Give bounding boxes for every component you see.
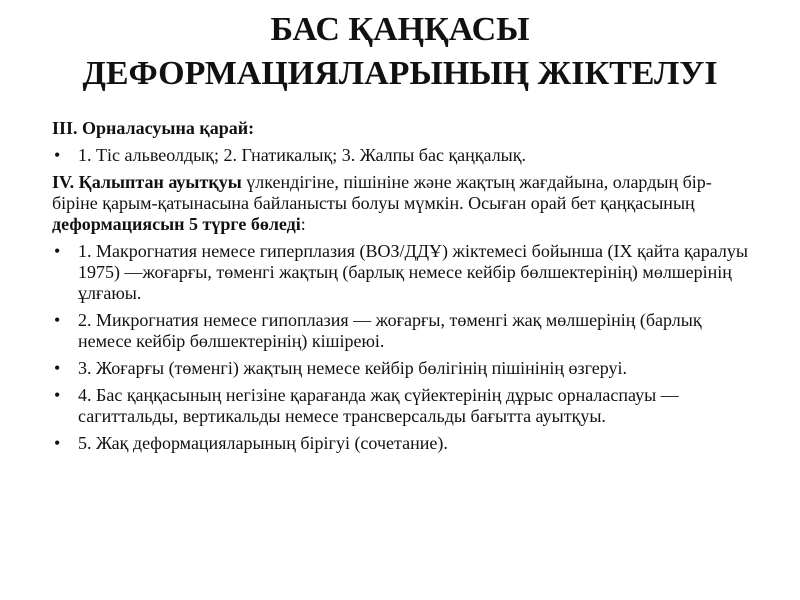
section-3-bullet (52, 145, 752, 166)
section-4-bold-phrase: деформациясын 5 түрге бөледі (52, 214, 301, 234)
bullet-dot: • (54, 310, 61, 330)
section-4-text-3: : (300, 214, 306, 234)
section-4-heading: IV. Қалыптан ауытқуы (52, 172, 242, 192)
list-item-text: 2. Микрогнатия немесе гипоплазия — жоғарғы, төменгі жақ мөлшерінің (барлық немесе кейбір бөлшектерінің) кішіреюі. (78, 310, 702, 351)
bullet-dot: • (54, 385, 61, 405)
list-item (52, 358, 752, 379)
section-4-text-1: үлкендігіне, пішініне және жақтың жағдайына, олардың бір-біріне қарым-қатынасына байланысты болуы мүмкін. Осыған орай бет қаңқасының (52, 172, 712, 213)
bullet-dot: • (54, 145, 61, 165)
list-item (52, 433, 752, 454)
section-3-heading: III. Орналасуына қарай: (52, 118, 255, 138)
section-4-paragraph (52, 172, 752, 235)
slide-title (0, 8, 800, 96)
list-item (52, 385, 752, 427)
list-item-text: 5. Жақ деформацияларының бірігуі (сочетание). (78, 433, 448, 453)
bullet-dot: • (54, 241, 61, 261)
bullet-dot: • (54, 358, 61, 378)
title-line-2: ДЕФОРМАЦИЯЛАРЫНЫҢ ЖІКТЕЛУІ (82, 55, 718, 92)
list-item-text: 1. Макрогнатия немесе гиперплазия (ВОЗ/ДДҰ) жіктемесі бойынша (IX қайта қаралуы 1975) —жоғарғы, төменгі жақтың (барлық немесе кейбір бөлшектерінің) мөлшерінің ұлғаюы. (78, 241, 748, 303)
list-item (52, 310, 752, 352)
list-item-text: 4. Бас қаңқасының негізіне қарағанда жақ сүйектерінің дұрыс орналаспауы — сагиттальды, вертикальды немесе трансверсальды бағытта ауытқуы. (78, 385, 679, 426)
list-item-text: 3. Жоғарғы (төменгі) жақтың немесе кейбір бөлігінің пішінінің өзгеруі. (78, 358, 627, 378)
title-line-1: БАС ҚАҢҚАСЫ (270, 11, 530, 48)
slide-content (52, 118, 752, 460)
section-3-bullet-text: 1. Тіс альвеолдық; 2. Гнатикалық; 3. Жалпы бас қаңқалық. (78, 145, 527, 165)
list-item (52, 241, 752, 304)
bullet-dot: • (54, 433, 61, 453)
